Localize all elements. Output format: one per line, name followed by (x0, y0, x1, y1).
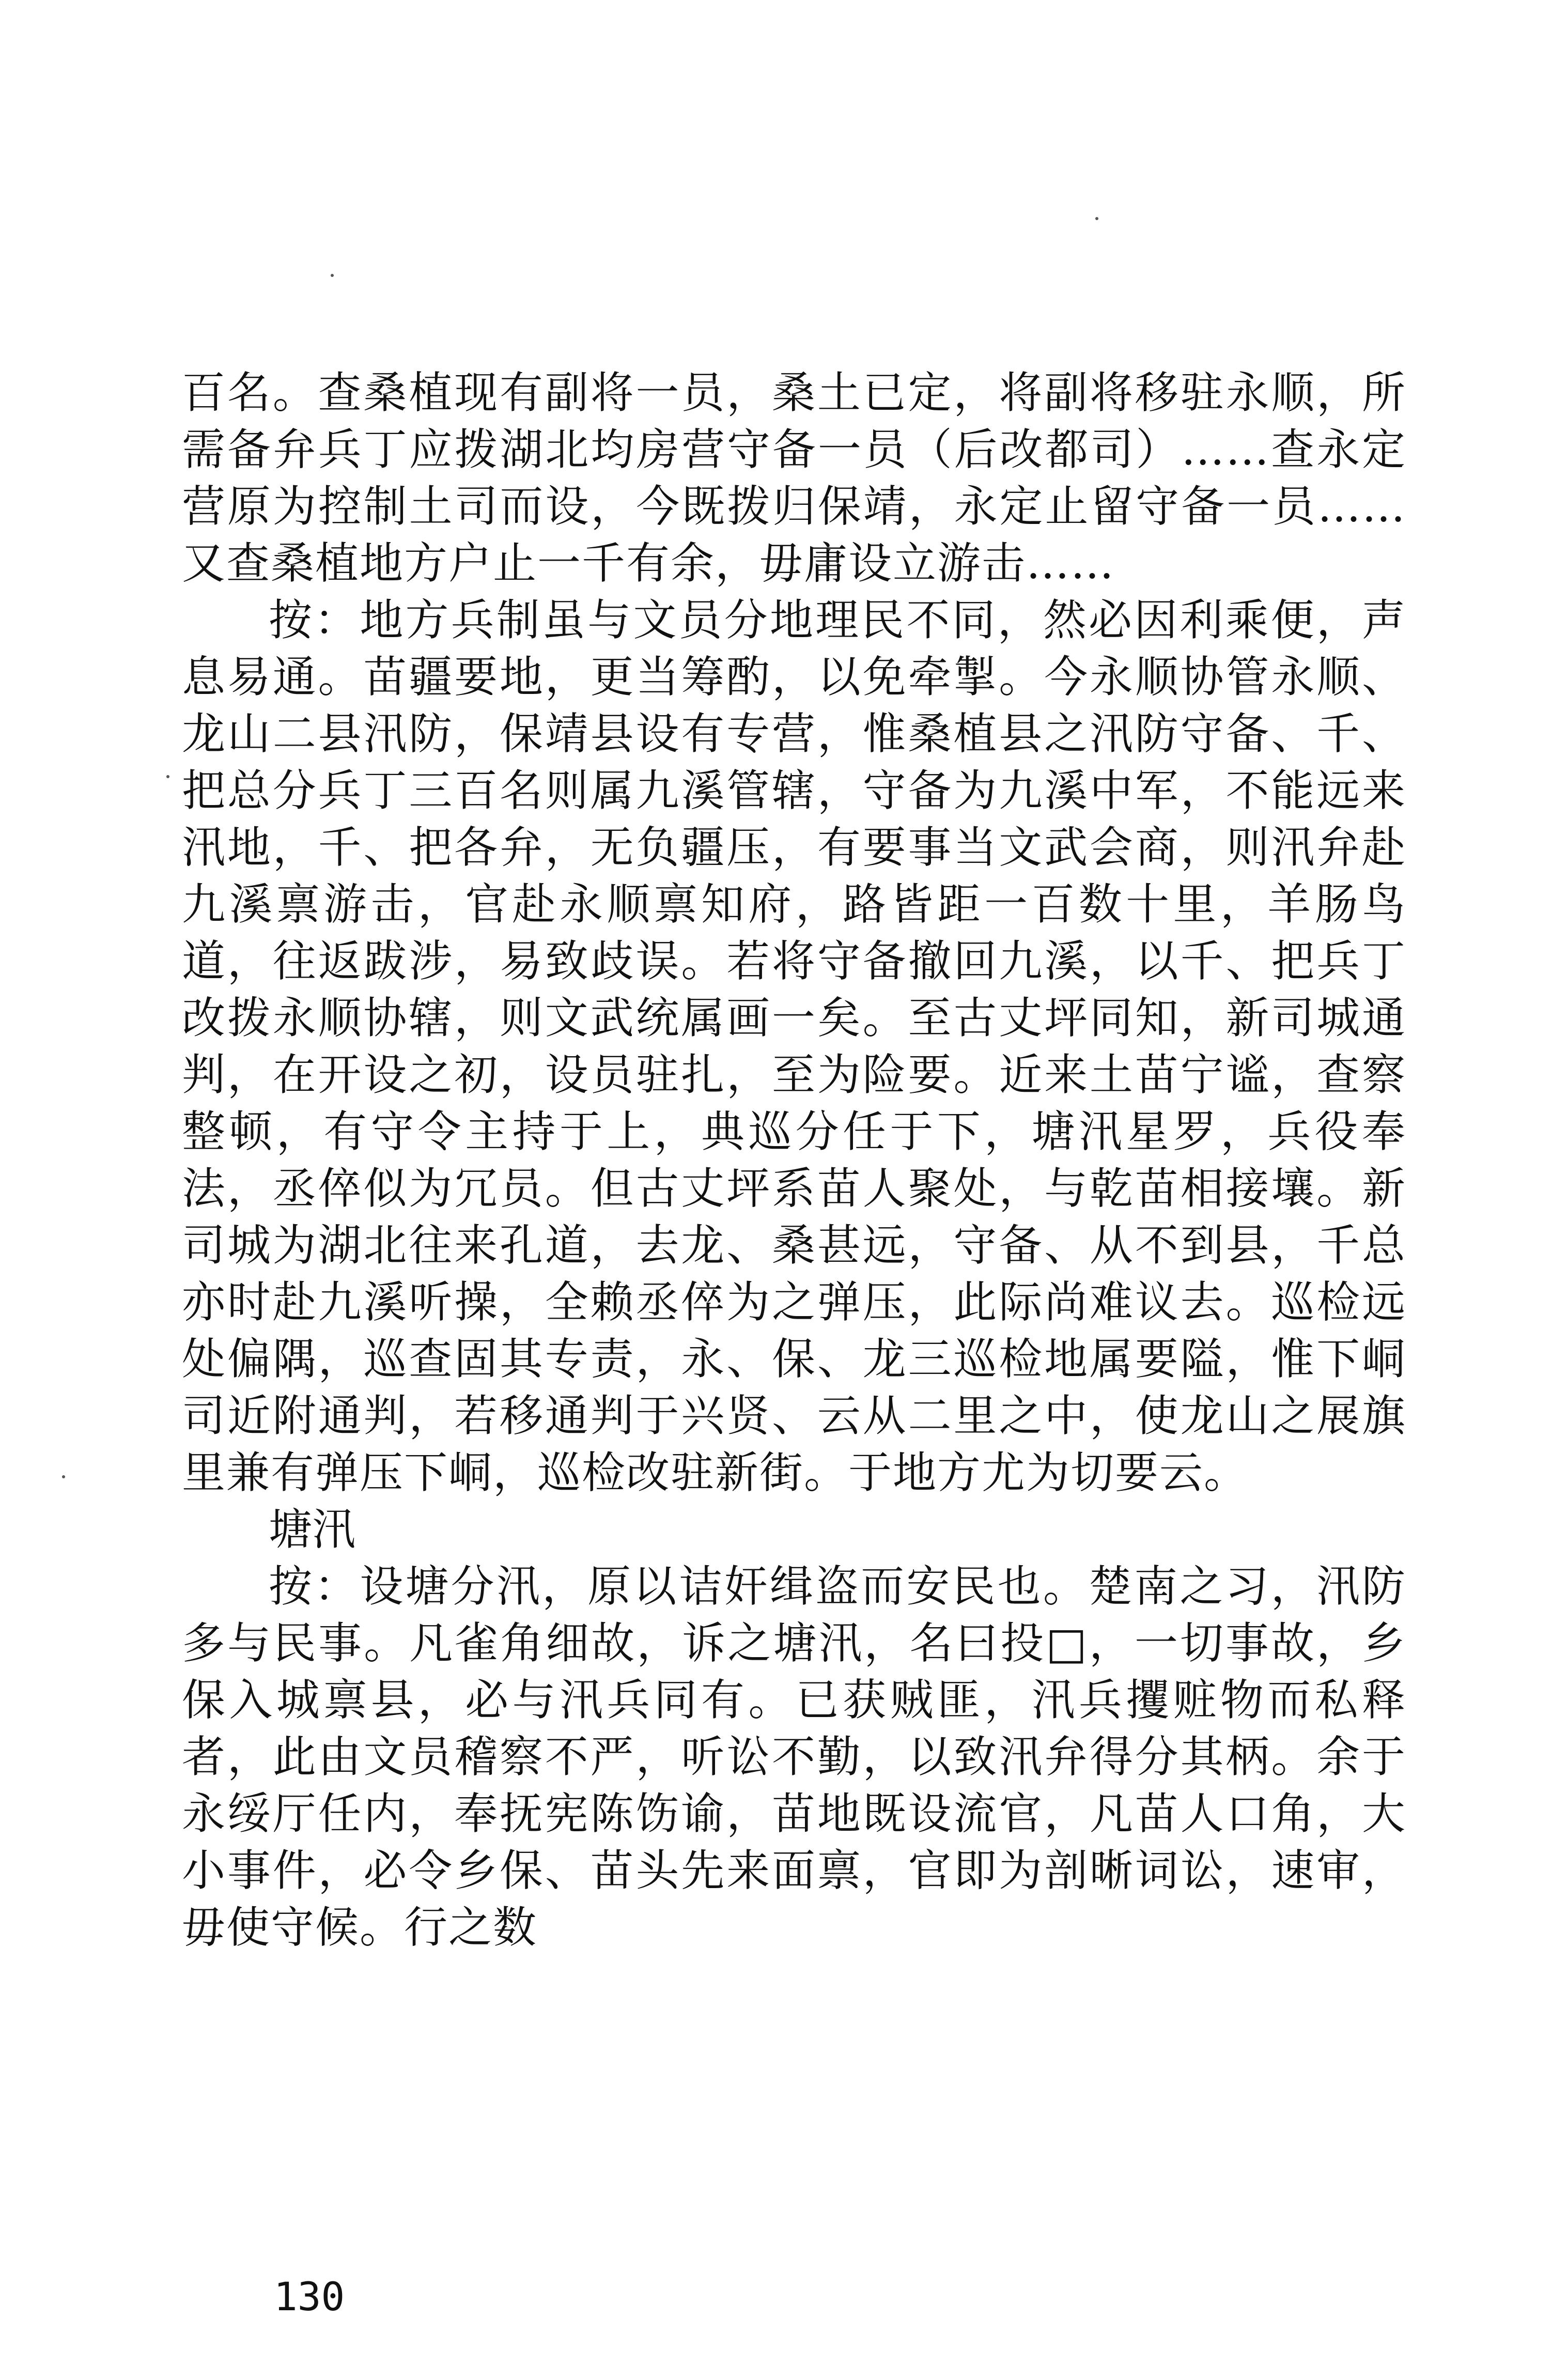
scan-speck (331, 274, 334, 277)
scan-speck (166, 775, 169, 778)
paragraph-note-military: 按：地方兵制虽与文员分地理民不同，然必因利乘便，声息易通。苗疆要地，更当筹酌，以免牵掣。今永顺协管永顺、龙山二县汛防，保靖县设有专营，惟桑植县之汛防守备、千、把总分兵丁三百名则属九溪管辖，守备为九溪中军，不能远来汛地，千、把各弁，无负疆压，有要事当文武会商，则汛弁赴九溪禀游击，官赴永顺禀知府，路皆距一百数十里，羊肠鸟道，往返跋涉，易致歧误。若将守备撤回九溪，以千、把兵丁改拨永顺协辖，则文武统属画一矣。至古丈坪同知，新司城通判，在开设之初，设员驻扎，至为险要。近来土苗宁谧，查察整顿，有守令主持于上，典巡分任于下，塘汛星罗，兵役奉法，丞倅似为冗员。但古丈坪系苗人聚处，与乾苗相接壤。新司城为湖北往来孔道，去龙、桑甚远，守备、从不到县，千总亦时赴九溪听操，全赖丞倅为之弹压，此际尚难议去。巡检远处偏隅，巡查固其专责，永、保、龙三巡检地属要隘，惟下峒司近附通判，若移通判于兴贤、云从二里之中，使龙山之展旗里兼有弹压下峒，巡检改驻新街。于地方尤为切要云。 (182, 595, 1406, 1498)
paragraph-note-posts: 按：设塘分汛，原以诘奸缉盗而安民也。楚南之习，汛防多与民事。凡雀角细故，诉之塘汛，名曰投□，一切事故，乡保入城禀县，必与汛兵同有。已获贼匪，汛兵攫赃物而私释者，此由文员稽察不严，听讼不勤，以致汛弁得分其柄。余于永绥厅任内，奉抚宪陈饬谕，苗地既设流官，凡苗人口角，大小事件，必令乡保、苗头先来面禀，官即为剖晰词讼，速审，毋使守候。行之数 (182, 1561, 1406, 1953)
paragraph-continued: 百名。查桑植现有副将一员，桑土已定，将副将移驻永顺，所需备弁兵丁应拨湖北均房营守备一员（后改都司）……查永定营原为控制土司而设，今既拨归保靖，永定止留守备一员……又查桑植地方户止一千有余，毋庸设立游击…… (182, 367, 1406, 589)
page-number: 130 (274, 2274, 345, 2320)
scan-speck (62, 1475, 65, 1478)
section-heading: 塘汛 (269, 1504, 356, 1555)
scan-speck (1095, 217, 1098, 220)
body-text (182, 364, 1406, 1956)
